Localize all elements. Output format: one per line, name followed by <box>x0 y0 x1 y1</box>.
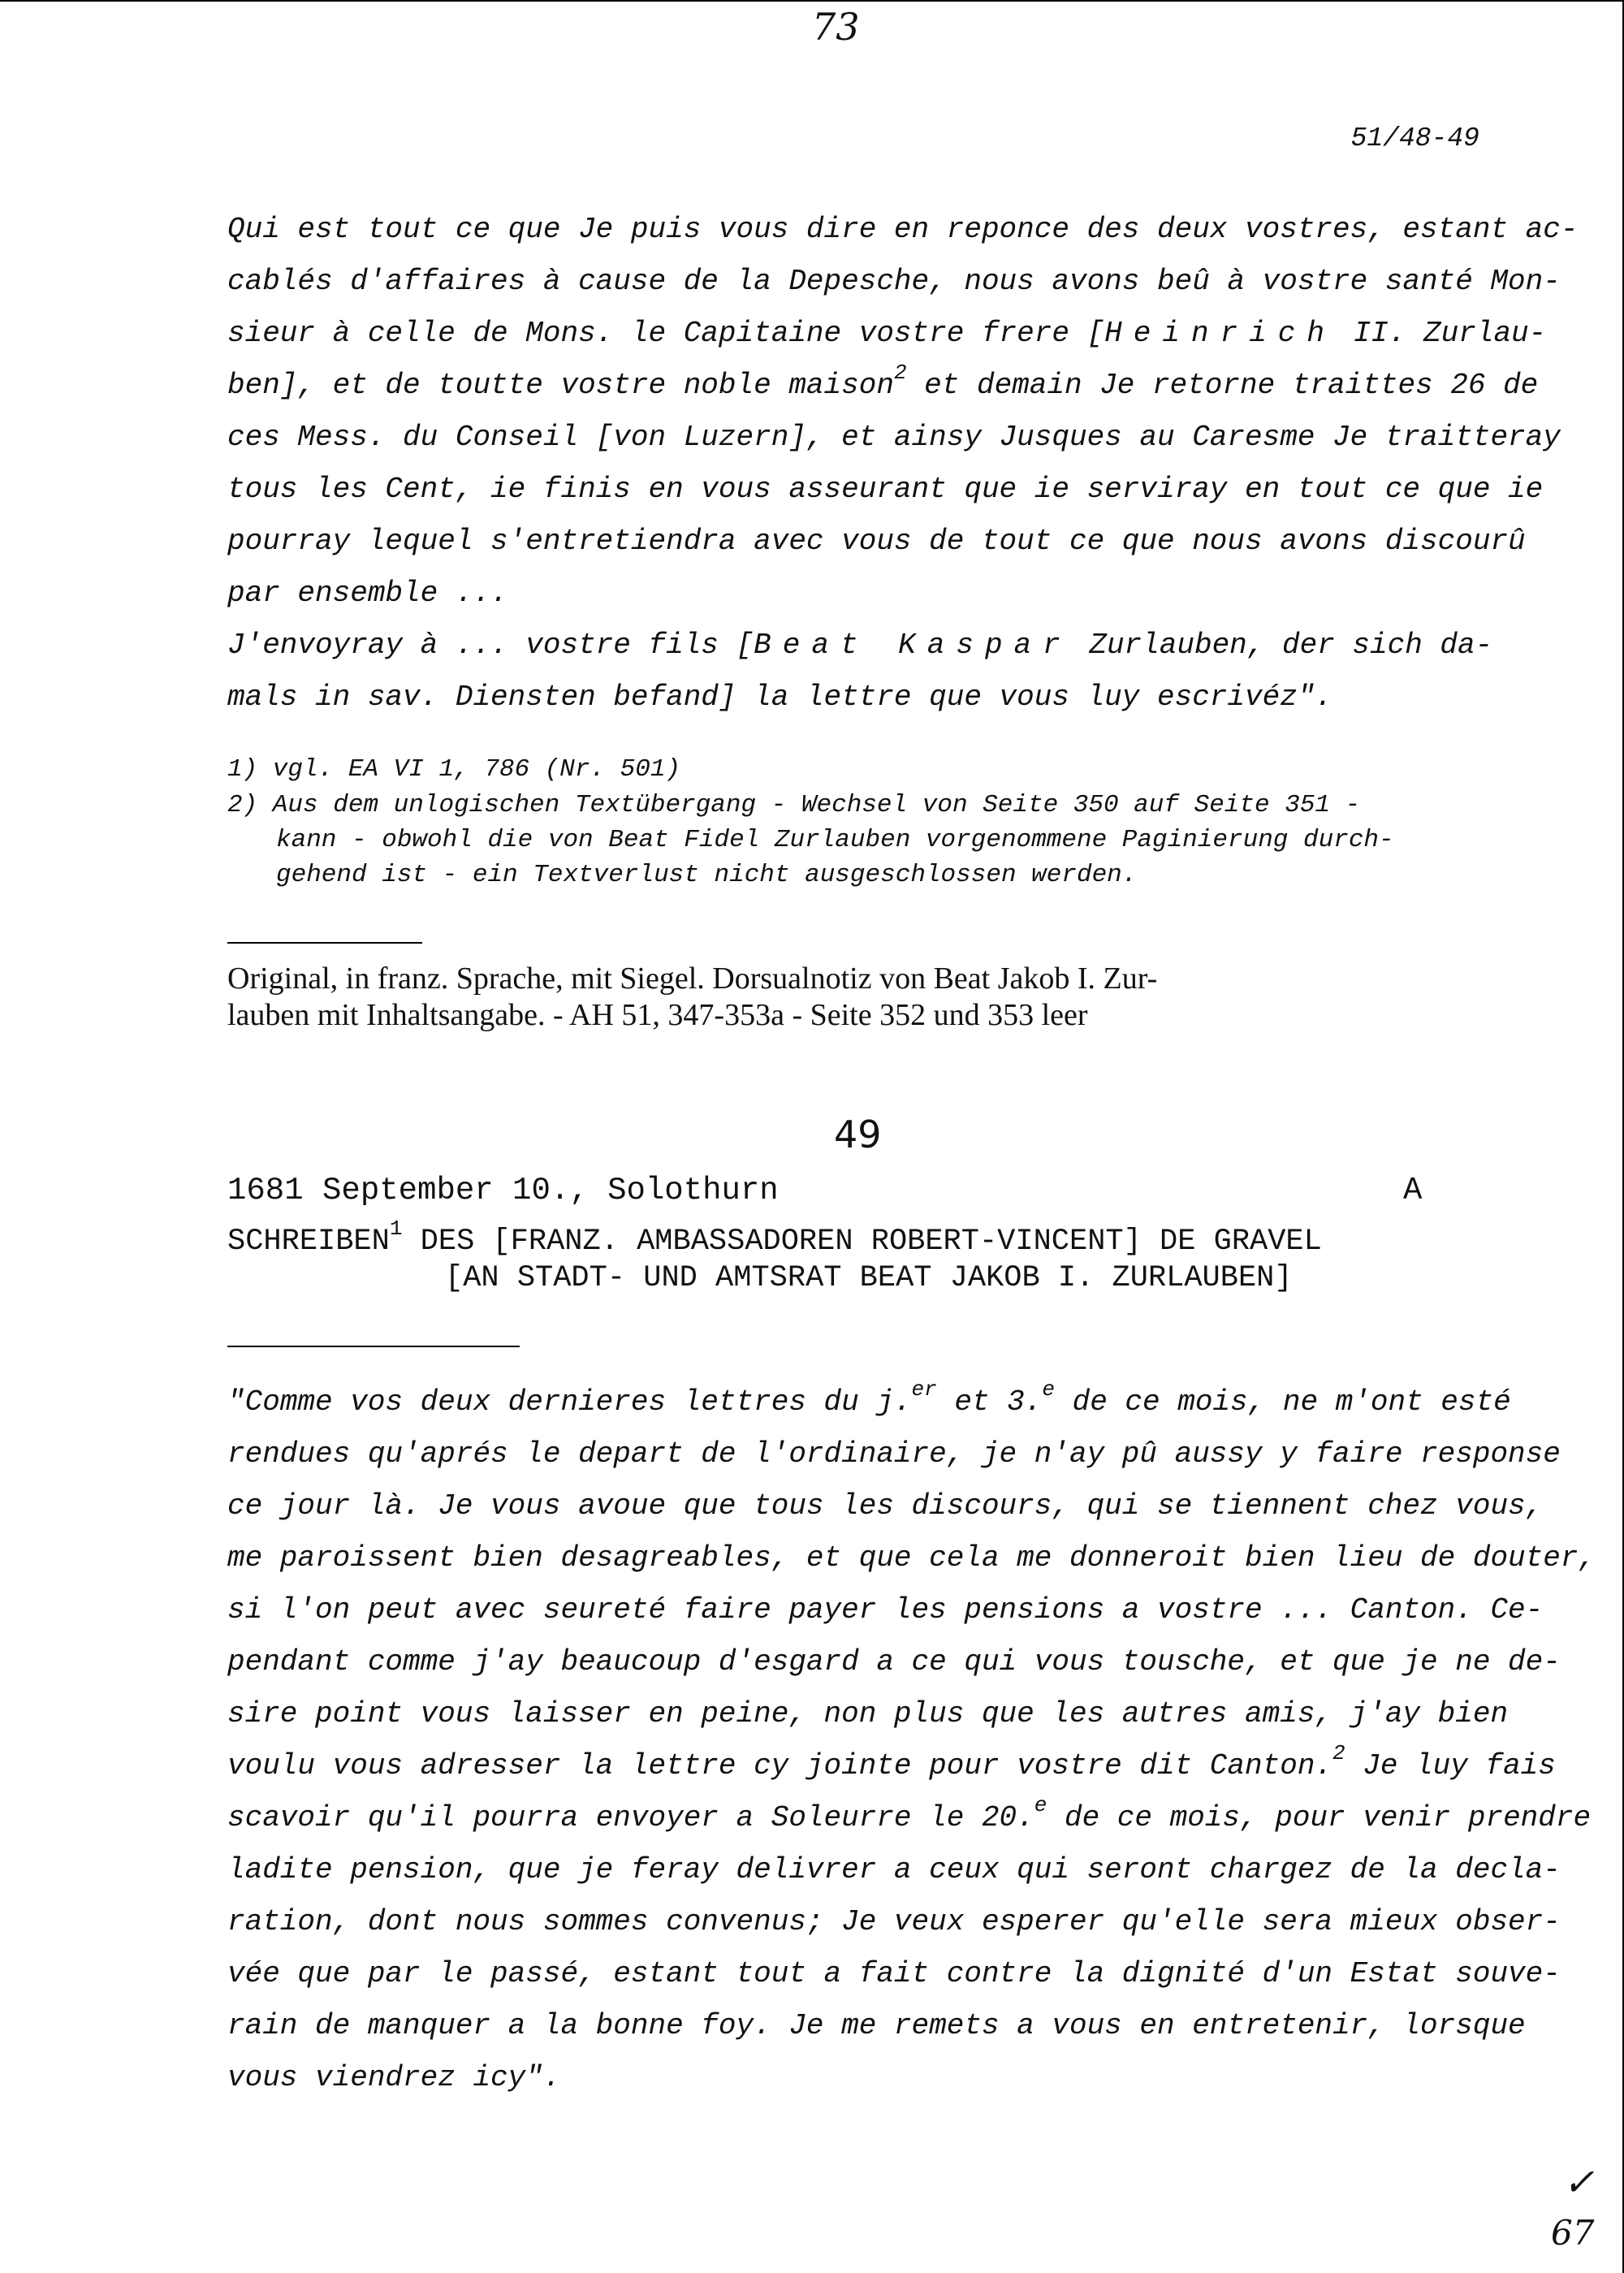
doc48-line-2: cablés d'affaires à cause de la Depesche, nous avons beû à vostre santé Mon- <box>227 265 1561 298</box>
text-segment: de ce mois, pour venir prendre <box>1047 1801 1592 1834</box>
footnote-2-line-3: gehend ist - ein Textverlust nicht ausgeschlossen werden. <box>276 861 1138 889</box>
separator-rule <box>227 1346 520 1347</box>
doc48-line-3 <box>227 317 1546 350</box>
doc48-line-6: tous les Cent, ie finis en vous asseurant que ie serviray en tout ce que ie <box>227 473 1544 506</box>
text-segment: Zurlauben, der sich da- <box>1071 629 1493 662</box>
doc49-line-14: vous viendrez icy". <box>227 2061 561 2094</box>
text-segment: voulu vous adresser la lettre cy jointe pour vostre dit Canton. <box>227 1749 1333 1783</box>
text-segment: II. Zurlau- <box>1336 317 1547 350</box>
handwritten-page-number: 73 <box>812 5 860 49</box>
doc49-line-11: ration, dont nous sommes convenus; Je veux esperer qu'elle sera mieux obser- <box>227 1905 1561 1938</box>
separator-rule <box>227 942 422 944</box>
doc49-line-6: pendant comme j'ay beaucoup d'esgard a ce qui vous tousche, et que je ne de- <box>227 1645 1561 1679</box>
text-segment: de ce mois, ne m'ont esté <box>1055 1385 1511 1419</box>
doc49-line-1 <box>227 1377 1511 1419</box>
footnote-2-line-2: kann - obwohl die von Beat Fidel Zurlauben vorgenommene Paginierung durch- <box>276 826 1394 854</box>
doc49-line-12: vée que par le passé, estant tout a fait contre la dignité d'un Estat souve- <box>227 1957 1561 1990</box>
superscript: e <box>1042 1377 1055 1402</box>
text-segment: SCHREIBEN <box>227 1225 390 1259</box>
doc49-line-2: rendues qu'aprés le depart de l'ordinaire, je n'ay pû aussy y faire response <box>227 1437 1561 1471</box>
superscript: e <box>1034 1793 1047 1817</box>
doc49-line-5: si l'on peut avec seureté faire payer les pensions a vostre ... Canton. Ce- <box>227 1593 1544 1627</box>
handwritten-folio-number: 67 <box>1551 2213 1595 2253</box>
doc48-line-1: Qui est tout ce que Je puis vous dire en reponce des deux vostres, estant ac- <box>227 213 1579 246</box>
source-note-line-1: Original, in franz. Sprache, mit Siegel. Dorsualnotiz von Beat Jakob I. Zur- <box>227 961 1158 996</box>
handwritten-check-mark: ✓ <box>1563 2160 1595 2204</box>
document-number: 49 <box>834 1113 882 1156</box>
footnote-2-line-1: 2) Aus dem unlogischen Textübergang - Wechsel von Seite 350 auf Seite 351 - <box>227 791 1361 819</box>
doc48-line-7: pourray lequel s'entretiendra avec vous de tout ce que nous avons discourû <box>227 525 1526 558</box>
regest-title-line-2: [AN STADT- UND AMTSRAT BEAT JAKOB I. ZURLAUBEN] <box>445 1261 1293 1295</box>
letter-code: A <box>1403 1173 1423 1208</box>
spaced-name-heinrich: Heinrich <box>1104 317 1337 350</box>
footnote-ref-2: 2 <box>893 361 907 385</box>
archive-reference: 51/48-49 <box>1350 123 1479 153</box>
doc48-line-10: mals in sav. Diensten befand] la lettre que vous luy escrivéz". <box>227 681 1333 714</box>
doc49-line-9 <box>227 1793 1592 1834</box>
superscript: er <box>911 1377 937 1402</box>
footnote-1: 1) vgl. EA VI 1, 786 (Nr. 501) <box>227 755 681 784</box>
text-segment: sieur à celle de Mons. le Capitaine vostre frere [ <box>227 317 1105 350</box>
doc49-line-7: sire point vous laisser en peine, non plus que les autres amis, j'ay bien <box>227 1697 1509 1731</box>
spaced-name-beat-kaspar: Beat Kaspar <box>754 629 1072 662</box>
text-segment: ben], et de toutte vostre noble maison <box>227 369 894 402</box>
text-segment: scavoir qu'il pourra envoyer a Soleurre le 20. <box>227 1801 1034 1834</box>
text-segment: DES [FRANZ. AMBASSADOREN ROBERT-VINCENT] DE GRAVEL <box>402 1225 1322 1259</box>
doc49-line-8 <box>227 1741 1556 1783</box>
text-segment: et 3. <box>936 1385 1043 1419</box>
doc49-line-10: ladite pension, que je feray delivrer a ceux qui seront chargez de la decla- <box>227 1853 1561 1886</box>
source-note-line-2: lauben mit Inhaltsangabe. - AH 51, 347-353a - Seite 352 und 353 leer <box>227 998 1088 1032</box>
text-segment: J'envoyray à ... vostre fils [ <box>227 629 754 662</box>
footnote-ref-1: 1 <box>389 1216 403 1241</box>
doc49-line-4: me paroissent bien desagreables, et que cela me donneroit bien lieu de douter, <box>227 1541 1596 1575</box>
doc48-line-5: ces Mess. du Conseil [von Luzern], et ainsy Jusques au Caresme Je traitteray <box>227 421 1561 454</box>
doc48-line-8: par ensemble ... <box>227 577 508 610</box>
text-segment: Je luy fais <box>1345 1749 1556 1783</box>
doc48-line-4 <box>227 361 1539 402</box>
footnote-ref-2: 2 <box>1332 1741 1345 1765</box>
date-place: 1681 September 10., Solothurn <box>227 1173 779 1208</box>
doc48-line-9 <box>227 629 1492 662</box>
regest-title-line-1 <box>227 1216 1322 1259</box>
doc49-line-13: rain de manquer a la bonne foy. Je me remets a vous en entretenir, lorsque <box>227 2009 1526 2042</box>
text-segment: "Comme vos deux dernieres lettres du j. <box>227 1385 912 1419</box>
page-border-top <box>0 0 1624 2</box>
text-segment: et demain Je retorne traittes 26 de <box>906 369 1539 402</box>
doc49-line-3: ce jour là. Je vous avoue que tous les discours, qui se tiennent chez vous, <box>227 1489 1544 1523</box>
